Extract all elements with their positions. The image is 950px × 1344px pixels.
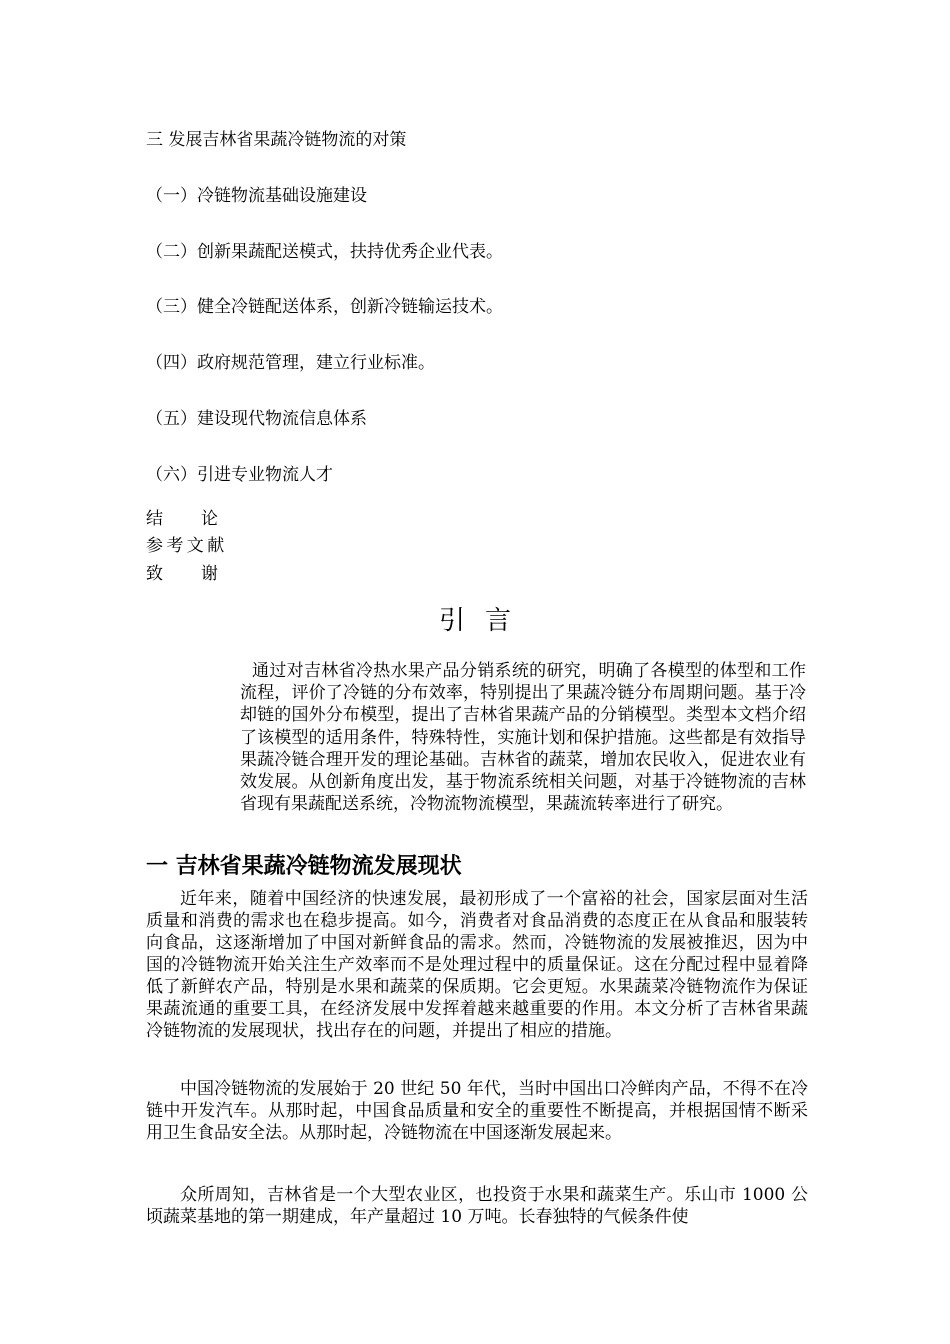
toc-references: 参 考 文 献 — [146, 536, 225, 556]
toc-item-2: （二）创新果蔬配送模式，扶持优秀企业代表。 — [146, 242, 503, 262]
chapter-1-paragraph-3: 众所周知，吉林省是一个大型农业区，也投资于水果和蔬菜生产。乐山市 1000 公顷蔬菜基地的第一期建成，年产量超过 10 万吨。长春独特的气候条件使 — [146, 1185, 808, 1227]
toc-conclusion — [146, 508, 218, 530]
toc-item-6: （六）引进专业物流人才 — [146, 465, 333, 485]
intro-title: 引言 — [438, 606, 531, 636]
toc-conclusion-char-1: 结 — [146, 509, 163, 529]
toc-item-1: （一）冷链物流基础设施建设 — [146, 186, 367, 206]
toc-item-4: （四）政府规范管理，建立行业标准。 — [146, 353, 435, 373]
toc-item-3: （三）健全冷链配送体系，创新冷链输运技术。 — [146, 297, 503, 317]
toc-item-5: （五）建设现代物流信息体系 — [146, 409, 367, 429]
chapter-1-paragraph-2: 中国冷链物流的发展始于 20 世纪 50 年代，当时中国出口冷鲜肉产品，不得不在冷链中开发汽车。从那时起，中国食品质量和安全的重要性不断提高，并根据国情不断采用卫生食品安全法。从那时起，冷链物流在中国逐渐发展起来。 — [146, 1079, 808, 1143]
intro-abstract: 通过对吉林省冷热水果产品分销系统的研究，明确了各模型的体型和工作流程，评价了冷链的分布效率，特别提出了果蔬冷链分布周期问题。基于冷却链的国外分布模型，提出了吉林省果蔬产品的分销模型。类型本文档介绍了该模型的适用条件，特殊特性，实施计划和保护措施。这些都是有效指导果蔬冷链合理开发的理论基础。吉林省的蔬菜，增加农民收入，促进农业有效发展。从创新角度出发，基于物流系统相关问题，对基于冷链物流的吉林省现有果蔬配送系统，冷物流物流模型，果蔬流转率进行了研究。 — [240, 661, 806, 815]
toc-section-3: 三 发展吉林省果蔬冷链物流的对策 — [146, 130, 407, 150]
toc-thanks-char-2: 谢 — [201, 564, 218, 584]
chapter-1-heading: 一 吉林省果蔬冷链物流发展现状 — [146, 854, 462, 879]
toc-thanks — [146, 563, 218, 585]
toc-conclusion-char-2: 论 — [201, 509, 218, 529]
toc-thanks-char-1: 致 — [146, 564, 163, 584]
chapter-1-paragraph-1: 近年来，随着中国经济的快速发展，最初形成了一个富裕的社会，国家层面对生活质量和消费的需求也在稳步提高。如今，消费者对食品消费的态度正在从食品和服装转向食品，这逐渐增加了中国对新鲜食品的需求。然而，冷链物流的发展被推迟，因为中国的冷链物流开始关注生产效率而不是处理过程中的质量保证。这在分配过程中显着降低了新鲜农产品，特别是水果和蔬菜的保质期。它会更短。水果蔬菜冷链物流作为保证果蔬流通的重要工具，在经济发展中发挥着越来越重要的作用。本文分析了吉林省果蔬冷链物流的发展现状，找出存在的问题，并提出了相应的措施。 — [146, 889, 808, 1041]
